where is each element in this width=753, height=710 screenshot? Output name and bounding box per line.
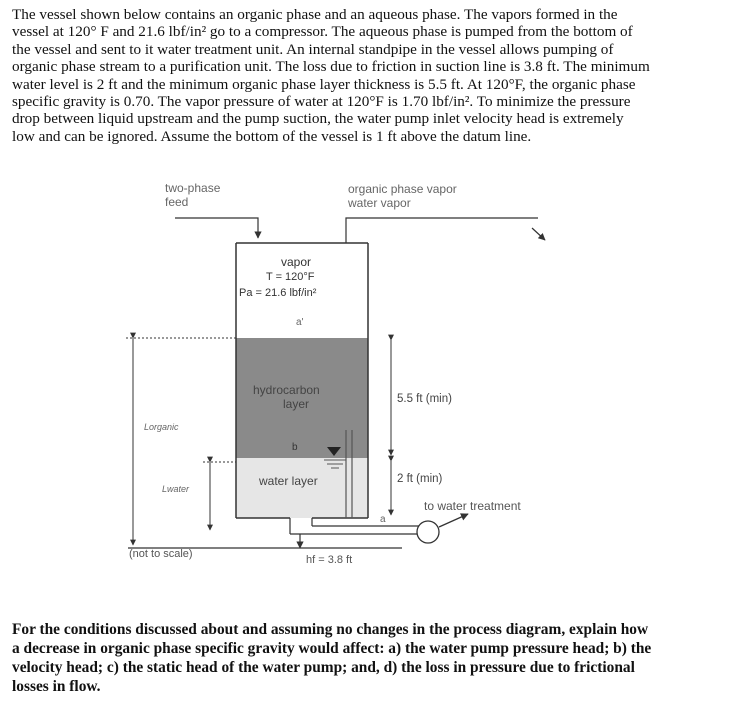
l-organic-label: Lorganic (144, 422, 179, 432)
temperature-label: T = 120°F (266, 271, 315, 283)
question-line: velocity head; c) the static head of the water pump; and, d) the loss in pressure due to frictional (12, 659, 635, 676)
point-b: b (292, 442, 298, 453)
hydrocarbon-label-2: layer (283, 397, 310, 411)
feed-inlet (175, 218, 258, 238)
problem-line: specific gravity is 0.70. The vapor pressure of water at 120°F is 1.70 lbf/in². To minimize the pressure (12, 93, 631, 111)
l-organic-dimension (126, 338, 236, 545)
water-layer-fill (236, 458, 368, 518)
problem-line: drop between liquid upstream and the pump suction, the water pump inlet velocity head is extremely (12, 110, 624, 128)
pump-icon (417, 514, 468, 543)
vapor-outlet (346, 218, 545, 243)
problem-line: organic phase stream to a purification unit. The loss due to friction in suction line is 3.8 ft. The minimum (12, 58, 650, 76)
question-line: a decrease in organic phase specific gravity would affect: a) the water pump pressure head; b) the (12, 640, 652, 657)
water-min-label: 2 ft (min) (397, 473, 443, 485)
problem-line: low and can be ignored. Assume the bottom of the vessel is 1 ft above the datum line. (12, 127, 532, 145)
hydrocarbon-label-1: hydrocarbon (253, 383, 320, 397)
organic-thickness-label: 5.5 ft (min) (397, 393, 452, 405)
problem-line: the vessel and sent to it water treatment unit. An internal standpipe in the vessel allows pumping of (12, 40, 614, 58)
question-line: losses in flow. (12, 678, 101, 695)
friction-loss-label: hf = 3.8 ft (306, 554, 353, 566)
question-text (12, 620, 742, 696)
vapor-label: vapor (281, 255, 312, 269)
point-a-prime: a' (296, 317, 304, 328)
to-treatment-label: to water treatment (424, 499, 521, 513)
not-to-scale-label: (not to scale) (129, 548, 193, 560)
l-water-dimension (203, 462, 236, 530)
l-water-label: Lwater (162, 484, 190, 494)
feed-label-1: two-phase (165, 181, 221, 195)
water-layer-label: water layer (259, 474, 318, 488)
problem-line: water level is 2 ft and the minimum organic phase layer thickness is 5.5 ft. At 120°F, the organic phase (12, 75, 636, 93)
suction-line (128, 518, 420, 548)
vapor-out-label-1: organic phase vapor (348, 182, 457, 196)
problem-line: vessel at 120° F and 21.6 lbf/in² go to a compressor. The aqueous phase is pumped from the bottom of (12, 23, 633, 41)
feed-label-2: feed (165, 195, 189, 209)
question-line: For the conditions discussed about and assuming no changes in the process diagram, explain how (12, 621, 649, 638)
vapor-out-label-2: water vapor (348, 196, 411, 210)
pressure-label: Pa = 21.6 lbf/in² (239, 287, 317, 299)
point-a: a (380, 514, 386, 525)
problem-line: The vessel shown below contains an organic phase and an aqueous phase. The vapors formed in the (12, 6, 618, 23)
